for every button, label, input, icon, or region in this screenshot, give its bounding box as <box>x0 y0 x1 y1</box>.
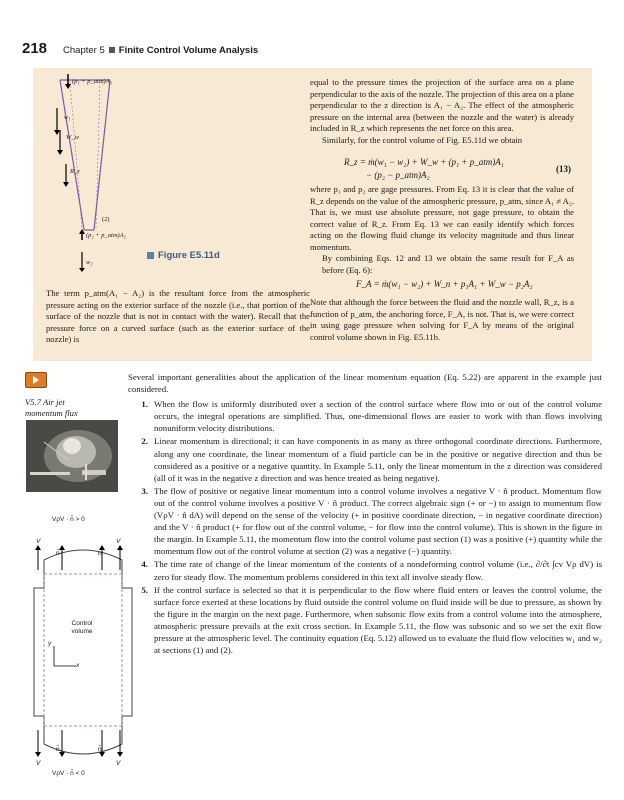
right-paragraph-5: Note that although the force between the fluid and the nozzle wall, R_z, is a function of p_atm, the anchoring force, F_A, is not. That is, we were correct in using gage pressure when solving for F_A by means of the original control volume shown in Fig. E5.11b. <box>310 297 574 342</box>
label-bottom-force: (p₂ + p_atm)A₂ <box>86 232 126 239</box>
list-item <box>128 398 602 434</box>
air-jet-photo <box>26 420 118 492</box>
right-paragraph-2: Similarly, for the control volume of Fig. E5.11d we obtain <box>322 135 523 145</box>
equation-13-number: (13) <box>556 164 571 174</box>
y-axis-label: y <box>48 640 52 647</box>
list-item <box>128 435 602 483</box>
list-item-text: The flow of positive or negative linear momentum into a control volume involves a negative V · n̂ product. Momentum flow out of the control volume involves a positive V · n̂ product. The correct algebraic sign (+ or −) to assign to momentum flow (VρV · n̂ dA) will depend on the sense of the velocity (+ in positive coordinate direction, − in negative coordinate direction) and the V · n̂ product (+ for flow out of the control volume, − for flow into the control volume). This is shown in the figure in the margin. In Example 5.11, the momentum flow into the control volume past section (1) was a positive (+) quantity while the momentum flow out of the control volume at section (2) was a negative (−) quantity. <box>154 485 602 557</box>
n-label-bottom-right: n̂ <box>98 746 102 753</box>
momentum-sign-figure <box>24 520 142 788</box>
list-item <box>128 485 602 558</box>
list-item <box>128 584 602 657</box>
label-section-2: (2) <box>102 216 110 223</box>
n-label-top-left: n̂ <box>56 550 60 557</box>
generalities-list <box>128 371 602 657</box>
list-item-number: 2. <box>141 436 148 447</box>
page-header <box>22 40 258 56</box>
chapter-number: Chapter 5 <box>63 45 105 56</box>
label-ww: W_w <box>66 134 79 141</box>
label-top-force: (p₁ + p_atm)A₁ <box>72 78 112 85</box>
equation-13-line-1: R_z = ṁ(w₁ − w₂) + W_w + (p₁ + p_atm)A₁ <box>344 157 504 167</box>
negative-flux-label: VρV · n̂ < 0 <box>52 770 85 777</box>
video-play-button[interactable] <box>25 372 47 388</box>
v-label-top-right: V <box>116 538 121 545</box>
play-icon <box>33 376 39 384</box>
right-paragraph-3: where p₁ and p₂ are gage pressures. From Eq. 13 it is clear that the value of R_z depends on the value of the atmospheric pressure, p_atm, since A₁ ≠ A₂. That is, we must use absolute pressure, not gage pressure, to obtain the correct value of R_z. From Eq. 13 we can easily identify which forces acting on the flowing fluid change its velocity magnitude and thus linear momentum. <box>310 184 574 252</box>
equation-6: F_A = ṁ(w₁ − w₂) + W_n + p₁A₁ + W_w − p₂A₂ <box>356 279 533 289</box>
list-item-number: 4. <box>141 559 148 570</box>
list-item-text: Linear momentum is directional; it can have components in as many as three orthogonal coordinate directions. Furthermore, along any one coordinate, the linear momentum of a fluid particle can be in the positive or negative direction and thus be considered as a positive or a negative quantity. In Example 5.11, only the linear momentum in the z direction was considered (all of it was in the negative z direction and was hence treated as being negative). <box>154 436 602 483</box>
figure-square-icon <box>147 252 154 259</box>
right-paragraph-1: equal to the pressure times the projection of the surface area on a plane perpendicular to the axis of the nozzle. The projection of this area on a plane perpendicular to the z direction is A₁ − A₂. The effect of the atmospheric pressure on the internal area (between the nozzle and the water) is already included in R_z which represents the net force on this area. <box>310 77 574 134</box>
left-paragraph: The term p_atm(A₁ − A₂) is the resultant force from the atmospheric pressure acting on the exterior surface of the nozzle (i.e., that portion of the surface of the nozzle that is not in contact with the water). Recall that the pressure force on a curved surface (such as the exterior surface of the nozzle) is <box>46 288 310 345</box>
list-item-number: 1. <box>141 399 148 410</box>
label-w1: w₁ <box>64 114 71 121</box>
video-caption: V5.7 Air jet momentum flux <box>25 397 78 418</box>
list-intro: Several important generalities about the application of the linear momentum equation (Eq. 5.22) are apparent in the example just considered. <box>128 372 602 395</box>
list-item-text: The time rate of change of the linear momentum of the contents of a nondeforming control volume (i.e., ∂/∂t ∫cv Vρ dV) is zero for steady flow. The momentum problems considered in this text all involve steady flow. <box>154 559 602 582</box>
v-label-bottom-right: V <box>116 760 121 767</box>
right-paragraph-4: By combining Eqs. 12 and 13 we obtain the same result for F_A as before (Eq. 6): <box>322 253 574 275</box>
figure-caption-text: Figure E5.11d <box>158 250 220 261</box>
square-bullet-icon <box>109 47 115 53</box>
n-label-top-right: n̂ <box>98 550 102 557</box>
list-item <box>128 558 602 582</box>
figure-caption <box>147 250 220 261</box>
chapter-label <box>63 45 258 56</box>
chapter-title: Finite Control Volume Analysis <box>118 45 259 56</box>
nozzle-free-body-diagram <box>52 72 144 272</box>
control-volume-label: Control volume <box>71 620 93 635</box>
v-label-top-left: V <box>36 538 41 545</box>
equation-13-line-2: − (p₂ − p_atm)A₂ <box>366 170 430 180</box>
list-item-text: If the control surface is selected so that it is perpendicular to the flow where fluid enters or leaves the control volume, the surface force exerted at these locations by fluid outside the control volume on fluid inside will be due to pressure, as shown by the figure in the margin on the next page. Furthermore, when subsonic flow exits from a control volume into the atmosphere, atmospheric pressure prevails at the exit cross section. In Example 5.11, the flow was subsonic and so we set the exit flow pressure at the atmospheric level. The continuity equation (Eq. 5.12) allowed us to evaluate the fluid flow velocities w₁ and w₂ at sections (1) and (2). <box>154 584 602 656</box>
n-label-bottom-left: n̂ <box>56 746 60 753</box>
list-item-number: 3. <box>141 485 148 496</box>
v-label-bottom-left: V <box>36 760 41 767</box>
label-w2: w₂ <box>86 259 93 266</box>
page-number: 218 <box>22 40 48 57</box>
list-item-text: When the flow is uniformly distributed over a section of the control surface where flow into or out of the control volume occurs, the integral operations are simplified. Thus, one-dimensional flows are easier to work with than flows involving nonuniform velocity distributions. <box>154 399 602 434</box>
label-rz: R_z <box>70 168 80 175</box>
positive-flux-label: VρV · n̂ > 0 <box>52 516 85 523</box>
x-axis-label: x <box>76 662 80 669</box>
list-item-number: 5. <box>141 584 148 595</box>
